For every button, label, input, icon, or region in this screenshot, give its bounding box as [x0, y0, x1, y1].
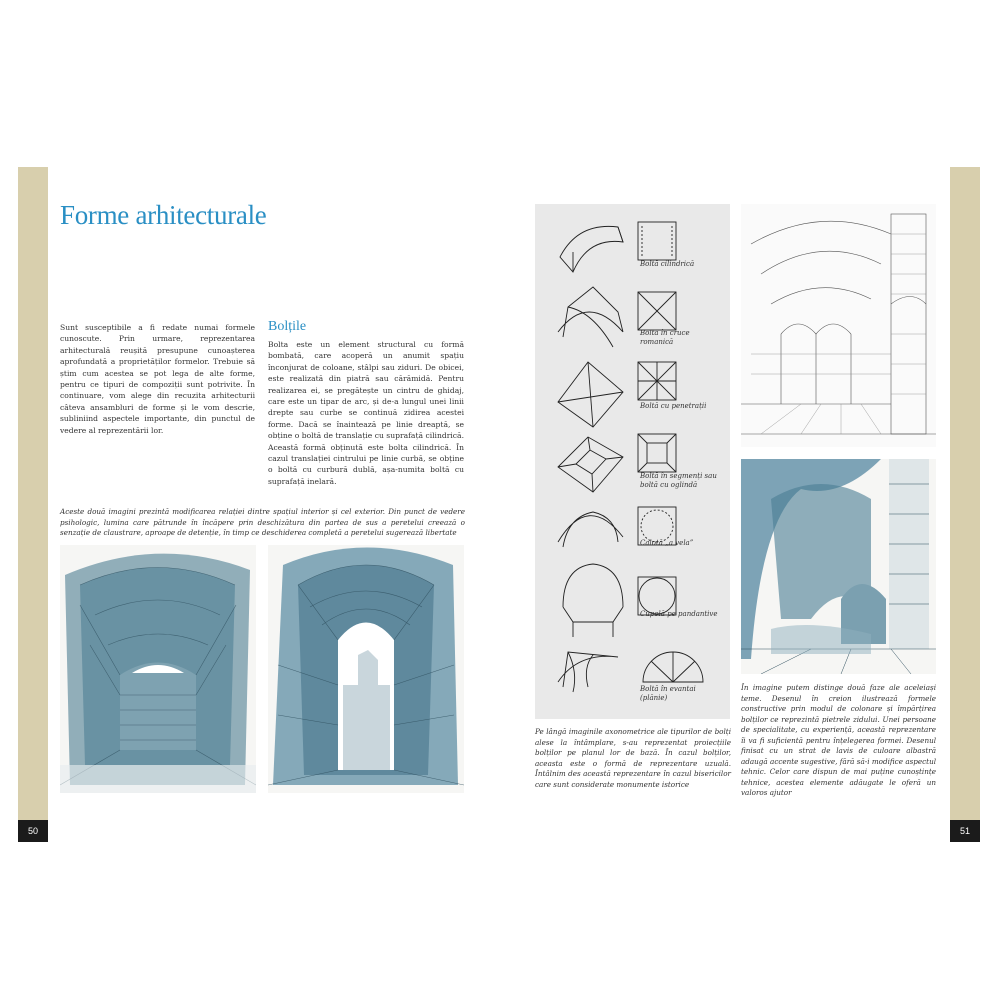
page-number-right: 51 — [950, 820, 980, 842]
watercolor-tunnel-small-opening — [60, 545, 256, 793]
watercolor-tunnel-full-opening — [268, 545, 464, 793]
pencil-sketch-vaulted-interior — [741, 204, 936, 447]
watercolor-vaulted-interior — [741, 459, 936, 674]
boltile-paragraph: Bolta este un element structural cu formă bombată, care acoperă un anumit spațiu înconjurat de coloane, stâlpi sau ziduri. De obicei, este realizată din piatră sau cărămidă. Pentru realizarea ei, se pregătește un cintru de ghidaj, care este un tipar de arc, și de-a lungul unei linii drepte sau curbe se continuă zidirea acestei forme. Dacă se înaintează pe linie dreaptă, se obține o boltă de translație cu suprafață cilindrică. Această formă obținută este bolta cilindrică. În cazul translației cintrului pe linie curbă, se obține o boltă cu curbură dublă, așa-numita boltă cu suprafață inelară. — [268, 340, 464, 486]
page-number-left: 50 — [18, 820, 48, 842]
vault-label-cylindrical: Boltă cilindrică — [640, 260, 695, 268]
intro-paragraph: Sunt susceptibile a fi redate numai formele cunoscute. Prin urmare, reprezentarea arhitecturală reușită presupune cunoașterea aprofundată a proprietăților formelor. Trebuie să știm cum acestea se pot lega de alte forme, pentru ce tipuri de compoziții sunt potrivite. În continuare, vom alege din recuzita arhitecturii câteva ansambluri de forme și le vom descrie, subliniind aspectele importante, din punctul de vedere al reprezentării lor. — [60, 323, 255, 435]
vault-label-penetration: Boltă cu penetrații — [640, 402, 707, 410]
vault-sketches — [548, 212, 728, 712]
vault-label-fan: Boltă în evantai (plănie) — [640, 685, 696, 702]
illustration-caption-vaults: Pe lângă imaginile axonometrice ale tipurilor de bolți alese la întâmplare, s-au reprezentat proiecțiile bolților pe planul lor de bază. În cazul bolților, aceasta este o formă de reprezentare uzuală. Întâlnim des această reprezentare în cazul bisericilor care sunt considerate monumente istorice — [535, 727, 731, 789]
illustration-caption-left: Aceste două imagini prezintă modificarea relației dintre spațiul interior și cel exterior. Din punct de vedere psihologic, lumina care pătrunde în încăpere prin deschizătura din partea de sus a peretelui creează o senzație de claustrare, aproape de detenție, în timp ce deschiderea completă a peretelui sugerează libertate — [60, 507, 465, 537]
vault-label-sail: Calotă „a vela” — [640, 539, 694, 547]
vault-label-dome: Cupolă pe pandantive — [640, 610, 718, 618]
book-spread — [18, 167, 980, 842]
vault-label-cross: Boltă în cruce romanică — [640, 329, 690, 346]
section-heading-boltile: Bolțile — [268, 319, 307, 334]
page-title: Forme arhitecturale — [60, 200, 267, 230]
vault-label-mirror: Boltă în segmenți sau boltă cu oglindă — [640, 472, 717, 489]
left-page-edge — [18, 167, 48, 842]
illustration-caption-interior: În imagine putem distinge două faze ale aceleiași teme. Desenul în creion ilustrează formele constructive prin modul de colonare și împărțirea bolților ce reprezintă pietrele zidului. Unei persoane de specialitate, cu experiență, această reprezentare îi va fi suficientă pentru înțelegerea formei. Desenul finisat cu un strat de lavis de culoare albastră adaugă accente sugestive, fără să-i modifice aspectul tehnic. Celor care dispun de mai puține cunoștințe tehnice, acestea elemente adăugate le oferă un valoros ajutor — [741, 683, 936, 797]
right-page-edge — [950, 167, 980, 842]
